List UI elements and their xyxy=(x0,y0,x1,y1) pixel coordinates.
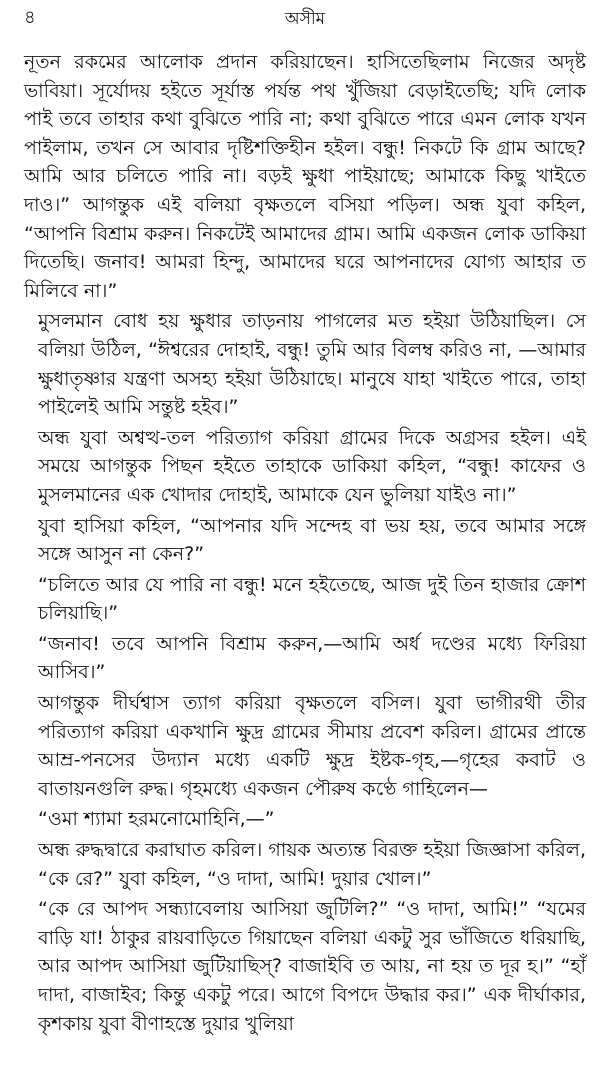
page-number: ৪ xyxy=(24,7,36,28)
paragraph: আগন্তুক দীর্ঘশ্বাস ত্যাগ করিয়া বৃক্ষতলে বসিল। যুবা ভাগীরথী তীর পরিত্যাগ করিয়া একখানি ক্ষুদ্র গ্রামের সীমায় প্রবেশ করিল। গ্রামের প্রান্তে আম্র-পনসের উদ্যান মধ্যে একটি ক্ষুদ্র ইষ্টক-গৃহ,—গৃহের কবাট ও বাতায়নগুলি রুদ্ধ। গৃহমধ্যে একজন পৌরুষ কণ্ঠে গাহিলেন— xyxy=(38,692,586,800)
page-header xyxy=(24,0,586,48)
paragraph: মুসলমান বোধ হয় ক্ষুধার তাড়নায় পাগলের মত হইয়া উঠিয়াছিল। সে বলিয়া উঠিল, “ঈশ্বরের দোহাই, বন্ধু! তুমি আর বিলম্ব করিও না, —আমার ক্ষুধাতৃষ্ণার যন্ত্রণা অসহ্য হইয়া উঠিয়াছে। মানুষে যাহা খাইতে পারে, তাহা পাইলেই আমি সন্তুষ্ট হইব।” xyxy=(38,310,586,419)
paragraph: নূতন রকমের আলোক প্রদান করিয়াছেন। হাসিতেছিলাম নিজের অদৃষ্ট ভাবিয়া। সূর্যোদয় হইতে সূর্যাস্ত পর্যন্ত পথ খুঁজিয়া বেড়াইতেছি; যদি লোক পাই তবে তাহার কথা বুঝিতে পারি না; কথা বুঝিতে পারে এমন লোক যখন পাইলাম, তখন সে আবার দৃষ্টিশক্তিহীন হইল। বন্ধু! নিকটে কি গ্রাম আছে? আমি আর চলিতে পারি না। বড়ই ক্ষুধা পাইয়াছে; আমাকে কিছু খাইতে দাও।” আগন্তুক এই বলিয়া বৃক্ষতলে বসিয়া পড়িল। অন্ধ যুবা কহিল, “আপনি বিশ্রাম করুন। নিকটেই আমাদের গ্রাম। আমি একজন লোক ডাকিয়া দিতেছি। জনাব! আমরা হিন্দু, আমাদের ঘরে আপনাদের যোগ্য আহার ত মিলিবে না।” xyxy=(24,51,586,302)
paragraph: “চলিতে আর যে পারি না বন্ধু! মনে হইতেছে, আজ দুই তিন হাজার ক্রোশ চলিয়াছি।” xyxy=(38,573,586,625)
paragraph: “জনাব! তবে আপনি বিশ্রাম করুন,—আমি অর্ধ দণ্ডের মধ্যে ফিরিয়া আসিব।” xyxy=(38,632,586,684)
body-text xyxy=(24,48,586,1038)
running-title: অসীম xyxy=(284,9,326,29)
paragraph: “ওমা শ্যামা হরমনোমোহিনি,—” xyxy=(38,808,275,831)
paragraph: “কে রে আপদ সন্ধ্যাবেলায় আসিয়া জুটিলি?” “ও দাদা, আমি!” “যমের বাড়ি যা! ঠাকুর রায়বাড়িতে গিয়াছেন বলিয়া একটু সুর ভাঁজিতে ধরিয়াছি, আর আপদ আসিয়া জুটিয়াছিস্? বাজাইবি ত আয়, না হয় ত দূর হ।” “হাঁ দাদা, বাজাইব; কিন্তু একটু পরে। আগে বিপদে উদ্ধার কর।” এক দীর্ঘাকার, কৃশকায় যুবা বীণাহস্তে দুয়ার খুলিয়া xyxy=(38,898,586,1035)
paragraph: অন্ধ যুবা অশ্বত্থ-তল পরিত্যাগ করিয়া গ্রামের দিকে অগ্রসর হইল। এই সময়ে আগন্তুক পিছন হইতে তাহাকে ডাকিয়া কহিল, “বন্ধু! কাফের ও মুসলমানের এক খোদার দোহাই, আমাকে যেন ভুলিয়া যাইও না।” xyxy=(38,426,586,506)
paragraph: যুবা হাসিয়া কহিল, “আপনার যদি সন্দেহ বা ভয় হয়, তবে আমার সঙ্গে সঙ্গে আসুন না কেন?” xyxy=(38,514,586,566)
paragraph: অন্ধ রুদ্ধদ্বারে করাঘাত করিল। গায়ক অত্যন্ত বিরক্ত হইয়া জিজ্ঞাসা করিল, “কে রে?” যুবা কহিল, “ও দাদা, আমি! দুয়ার খোল।” xyxy=(38,839,586,890)
